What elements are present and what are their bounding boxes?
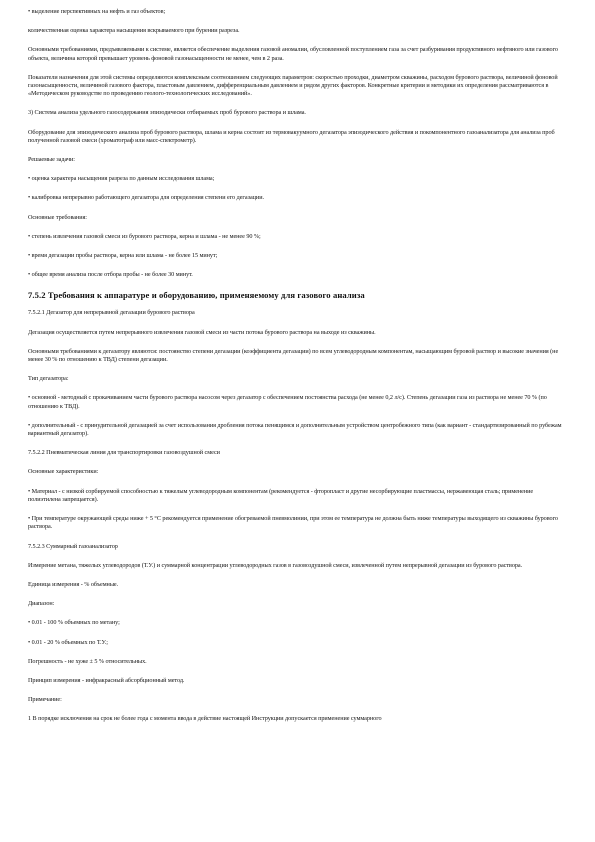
bullet-paragraph: • степень извлечения газовой смеси из бурового раствора, керна и шлама - не менее 90 %; bbox=[28, 232, 261, 240]
body-paragraph: Основными требованиями, предъявляемыми к системе, является обеспечение выделения газовой аномалии, обусловленной поступлением газа за счет разбуривания продуктивного нефтяного или газового объекта, величина которой превышает уровень фоновой газонасыщенности не менее, чем в 2 раза. bbox=[28, 46, 558, 62]
section-heading: 7.5.2 Требования к аппаратуре и оборудованию, применяемому для газового анализа bbox=[28, 290, 365, 301]
body-paragraph: Погрешность - не хуже ± 5 % относительных. bbox=[28, 657, 147, 665]
bullet-paragraph: количественная оценка характера насыщения вскрываемого при бурении разреза. bbox=[28, 27, 240, 35]
subsection-heading: 7.5.2.3 Суммарный газоанализатор bbox=[28, 542, 118, 550]
body-paragraph: Диапазон: bbox=[28, 600, 55, 608]
body-paragraph: 1 В порядке исключения на срок не более года с момента ввода в действие настоящей Инструкции допускается применение суммарного bbox=[28, 715, 382, 723]
bullet-paragraph: • 0.01 - 20 % объемных по Т.У.; bbox=[28, 638, 108, 646]
bullet-paragraph: • основной - методный с прокачиванием части бурового раствора насосом через дегазатор с обеспечением постоянства расхода (не менее 0,2 л/с). Степень дегазации газа из раствора не менее 70 % (по отношению к ТВД). bbox=[28, 394, 547, 410]
body-paragraph: Единица измерения - % объемные. bbox=[28, 580, 119, 588]
body-paragraph: Примечание: bbox=[28, 696, 62, 704]
body-paragraph: Основными требованиями к дегазатору являются: постоянство степени дегазации (коэффициента дегазации) по всем углеводородным компонентам, насыщающим буровой раствор и высокие значения (не менее 30 % по отношению к ТВД) степени дегазации. bbox=[28, 347, 559, 364]
subsection-heading: 7.5.2.1 Дегазатор для непрерывной дегазации бурового раствора bbox=[28, 309, 195, 317]
body-paragraph: Дегазация осуществляется путем непрерывного извлечения газовой смеси из части потока бурового раствора на выходе из скважины. bbox=[28, 328, 376, 336]
subsection-heading: 7.5.2.2 Пневматическая линия для транспортировки газовоздушной смеси bbox=[28, 449, 220, 457]
body-paragraph: 3) Система анализа удельного газосодержания эпизодически отбираемых проб бурового раствора и шлама. bbox=[28, 109, 306, 117]
bullet-paragraph: • Материал - с низкой сорбируемой способностью к тяжелым углеводородным компонентам (рекомендуется - фторопласт и другие несорбирующие пластмассы, нержавеющая сталь; применение полиэтилена запрещается). bbox=[28, 487, 534, 503]
body-paragraph: Основные требования: bbox=[28, 213, 87, 221]
bullet-paragraph: • время дегазации пробы раствора, керна или шлама - не более 15 минут; bbox=[28, 252, 218, 260]
body-paragraph: Оборудование для эпизодического анализа проб бурового раствора, шлама и керна состоит из термовакуумного дегазатора эпизодического действия и покомпонентного газоанализатора для анализа проб полученной газовой смеси (хроматограф или масс-спектрометр). bbox=[28, 128, 555, 144]
body-paragraph: Показатели назначения для этой системы определяются комплексным соотношением следующих параметров: скоростью проходки, диаметром скважины, расходом бурового раствора, величиной фоновой газонасыщенности, величиной газового фактора, пластовым давлением, дифференциальным давлением и рядом других факторов. Конкретные критерии и методики их определения рассматриваются в «Методическом руководстве по проведению геолого-технологических исследований». bbox=[28, 73, 558, 98]
bullet-paragraph: • оценка характера насыщения разреза по данным исследования шлама; bbox=[28, 175, 215, 183]
bullet-paragraph: • При температуре окружающей среды ниже + 5 °С рекомендуется применение обогреваемой пневмолинии, при этом ее температура не должна быть ниже температуры выходящего из скважины бурового раствора. bbox=[28, 515, 558, 531]
bullet-paragraph: • дополнительный - с принудительной дегазацией за счет использования дробления потока пенящимся и дополнительным устройством центробежного типа (как вариант - стандартизированный по рубежам вариантный дегазатор). bbox=[28, 421, 562, 438]
bullet-paragraph: • общее время анализа после отбора пробы - не более 30 минут. bbox=[28, 271, 193, 279]
body-paragraph: Тип дегазатора: bbox=[28, 375, 69, 383]
body-paragraph: Измерение метана, тяжелых углеводородов (Т.У.) и суммарной концентрации углеводородных газов в газовоздушной смеси, извлеченной путем непрерывной дегазации из бурового раствора. bbox=[28, 561, 523, 569]
body-paragraph: Решаемые задачи: bbox=[28, 156, 75, 164]
body-paragraph: Основные характеристики: bbox=[28, 468, 99, 476]
bullet-paragraph: • выделение перспективных на нефть и газ объектов; bbox=[28, 8, 166, 15]
body-paragraph: Принцип измерения - инфракрасный абсорбционный метод. bbox=[28, 676, 185, 684]
bullet-paragraph: • калибровка непрерывно работающего дегазатора для определения степени его дегазации. bbox=[28, 194, 264, 202]
bullet-paragraph: • 0.01 - 100 % объемных по метану; bbox=[28, 619, 120, 627]
